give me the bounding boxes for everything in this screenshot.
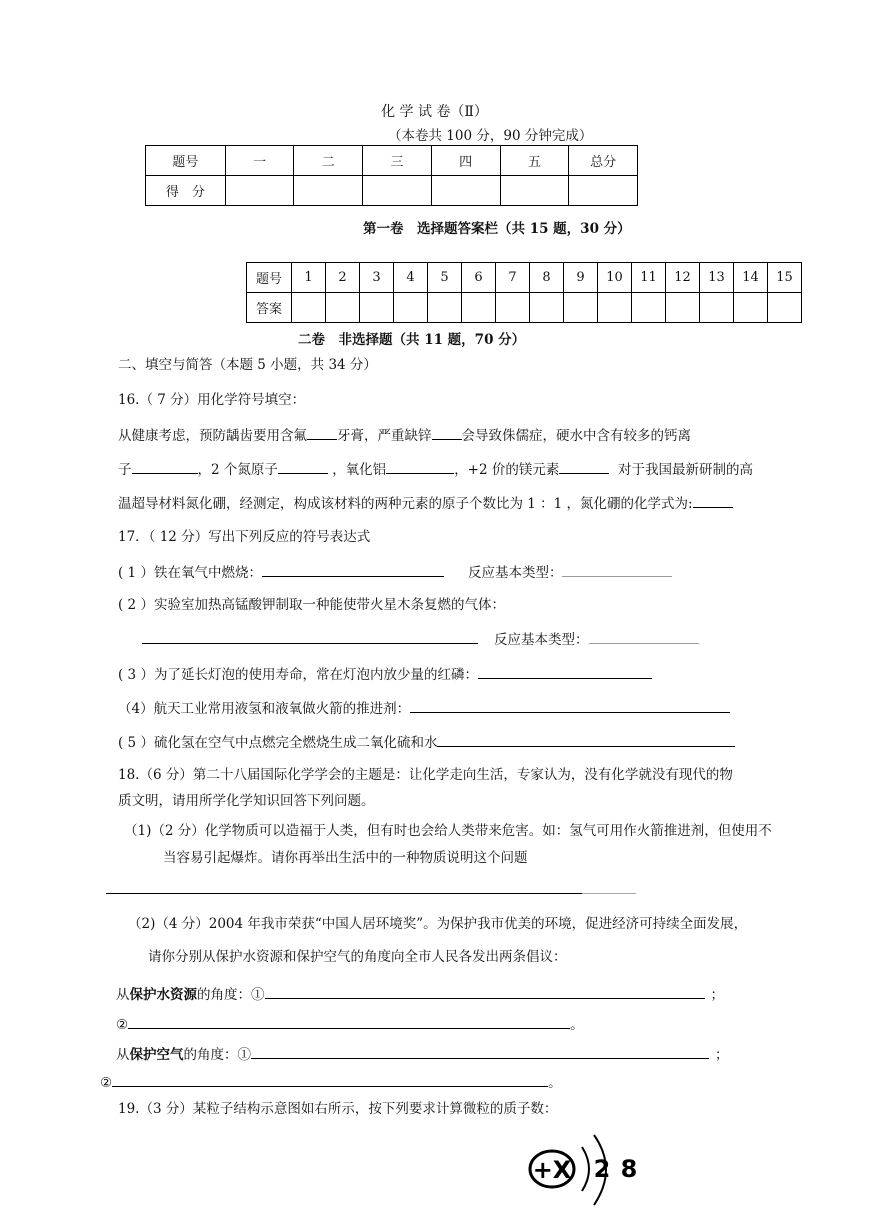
q17-item-text: ( 5 ）硫化氢在空气中点燃完全燃烧生成二氧化硫和水 [118,735,438,751]
page-title: 化 学 试 卷（Ⅱ） [381,104,488,120]
fill-blank[interactable] [307,425,337,440]
score-header-cell: 四 [431,146,500,176]
answer-input-cell[interactable] [768,293,802,323]
answer-input-cell[interactable] [700,293,734,323]
fill-blank[interactable] [386,459,454,474]
equation-blank[interactable] [262,562,444,577]
reaction-type-blank[interactable] [562,562,672,577]
q19-stem: 19.（3 分）某粒子结构示意图如右所示，按下列要求计算微粒的质子数： [118,1101,558,1117]
q17-item-text: ( 3 ）为了延长灯泡的使用寿命，常在灯泡内放少量的红磷： [118,667,478,683]
q18-text: 。 [548,1075,562,1091]
water-proposal-2 [116,1014,584,1034]
reaction-type-label: 反应基本类型： [467,565,563,581]
proposal-blank[interactable] [128,1014,570,1029]
q18-stem-line2: 质文明，请用所学化学知识回答下列问题。 [118,793,375,809]
score-input-cell[interactable] [294,176,363,206]
q16-line1 [118,425,691,445]
q16-line2 [118,459,753,479]
answer-number: 12 [666,263,700,293]
answer-input-cell[interactable] [530,293,564,323]
answer-number: 3 [360,263,394,293]
answer-input-cell[interactable] [394,293,428,323]
answer-header-label: 题号 [247,263,292,293]
section-heading: 二、填空与简答（本题 5 小题，共 34 分） [118,357,377,373]
nucleus-charge: +X [532,1156,572,1184]
answer-number: 8 [530,263,564,293]
particle-structure-diagram [512,1125,652,1215]
answer-input-cell[interactable] [462,293,496,323]
shell1-electrons: 2 [593,1155,611,1183]
proposal-blank[interactable] [265,984,705,999]
answer-input-cell[interactable] [564,293,598,323]
fill-blank[interactable] [278,459,328,474]
score-table [145,145,638,206]
answer-input-cell[interactable] [598,293,632,323]
score-header-cell: 五 [500,146,569,176]
score-header-cell: 题号 [146,146,226,176]
q18-text: 从 [116,987,130,1003]
q17-item2: ( 2 ）实验室加热高锰酸钾制取一种能使带火星木条复燃的气体： [118,597,505,613]
fill-blank[interactable] [693,493,733,508]
answer-input-cell[interactable] [632,293,666,323]
q18-text: ； [715,1047,729,1063]
q16-text: ，氧化铝 [332,462,387,478]
fill-blank[interactable] [132,459,198,474]
shell2-electrons: 8 [620,1155,638,1183]
air-proposal-2 [100,1072,562,1092]
equation-blank[interactable] [437,732,735,747]
page-subtitle: （本卷共 100 分，90 分钟完成） [388,128,593,144]
air-proposal-1 [116,1044,729,1064]
fill-blank[interactable] [559,459,609,474]
answer-number: 15 [768,263,802,293]
electron-shell-arc [582,1147,589,1191]
reaction-type-label: 反应基本类型： [494,632,589,648]
score-header-cell: 一 [225,146,294,176]
q16-text: ，2 个氮原子 [197,462,278,478]
score-row-label: 得 分 [146,176,226,206]
answer-number: 9 [564,263,598,293]
q17-item2-answer [142,629,699,649]
answer-number: 11 [632,263,666,293]
q18-text: 。 [570,1017,584,1033]
answer-number: 4 [394,263,428,293]
answer-input-cell[interactable] [292,293,326,323]
score-input-cell[interactable] [225,176,294,206]
answer-number: 5 [428,263,462,293]
score-input-cell[interactable] [569,176,638,206]
equation-blank[interactable] [142,629,478,644]
q18-text: ② [100,1075,113,1091]
part1-heading: 第一卷 选择题答案栏（共 15 题，30 分） [363,221,631,237]
q16-text: 对于我国最新研制的高 [617,462,753,478]
equation-blank[interactable] [478,664,652,679]
q18-text: ； [710,987,724,1003]
air-protection-label: 保护空气 [129,1047,184,1063]
q16-text: 从健康考虑，预防龋齿要用含氟 [118,428,307,444]
q17-item1 [118,562,672,582]
answer-number: 13 [700,263,734,293]
answer-number: 6 [462,263,496,293]
reaction-type-blank[interactable] [589,629,699,644]
score-header-cell: 三 [363,146,432,176]
answer-number: 14 [734,263,768,293]
q16-text: ，+2 价的镁元素 [454,462,560,478]
q16-text: 牙膏，严重缺锌 [337,428,432,444]
q16-text: 子 [118,462,132,478]
score-header-cell: 二 [294,146,363,176]
q18-text: 的角度：① [197,987,265,1003]
answer-line[interactable] [106,893,582,894]
score-header-cell: 总分 [569,146,638,176]
q18-part2-line2: 请你分别从保护水资源和保护空气的角度向全市人民各发出两条倡议： [148,949,567,965]
q18-stem-line1: 18.（6 分）第二十八届国际化学学会的主题是：让化学走向生活，专家认为，没有化学就没有现代的物 [118,767,733,783]
fill-blank[interactable] [432,425,462,440]
answer-number: 10 [598,263,632,293]
part2-heading: 二卷 非选择题（共 11 题，70 分） [298,332,526,348]
q18-part2-line1: （2)（4 分）2004 年我市荣获“中国人居环境奖”。为保护我市优美的环境，促进经济可持续全面发展， [128,916,748,932]
score-input-cell[interactable] [363,176,432,206]
q18-text: 从 [116,1047,130,1063]
answer-row-label: 答案 [247,293,292,323]
q16-text: 温超导材料氮化硼，经测定，构成该材料的两种元素的原子个数比为 1 ：1 ，氮化硼的化学式为: [118,496,693,512]
answer-input-cell[interactable] [326,293,360,323]
q18-text: ② [116,1017,129,1033]
answer-input-cell[interactable] [666,293,700,323]
answer-number: 1 [292,263,326,293]
q18-part1-line2: 当容易引起爆炸。请你再举出生活中的一种物质说明这个问题 [163,850,528,866]
answer-input-cell[interactable] [496,293,530,323]
q17-item5 [118,732,735,752]
score-input-cell[interactable] [431,176,500,206]
answer-number: 7 [496,263,530,293]
score-input-cell[interactable] [500,176,569,206]
proposal-blank[interactable] [251,1044,709,1059]
q18-text: 的角度：① [183,1047,251,1063]
q16-line3 [118,493,733,513]
proposal-blank[interactable] [112,1072,548,1087]
answer-table [246,262,802,323]
q16-text: 会导致侏儒症，硬水中含有较多的钙离 [461,428,691,444]
equation-blank[interactable] [410,698,730,713]
q17-stem: 17．（ 12 分）写出下列反应的符号表达式 [118,529,371,545]
q17-item-text: （4）航天工业常用液氢和液氧做火箭的推进剂： [118,701,411,717]
answer-number: 2 [326,263,360,293]
q17-item4 [118,698,730,718]
q16-stem: 16.（ 7 分）用化学符号填空： [118,392,306,408]
answer-input-cell[interactable] [428,293,462,323]
q17-item-text: ( 1 ）铁在氧气中燃烧： [118,565,262,581]
water-proposal-1 [116,984,724,1004]
answer-line-extension [582,893,636,894]
q17-item3 [118,664,652,684]
q18-part1-line1: （1)（2 分）化学物质可以造福于人类，但有时也会给人类带来危害。如：氢气可用作火箭推进剂，但使用不 [124,823,772,839]
answer-input-cell[interactable] [734,293,768,323]
water-resources-label: 保护水资源 [129,987,197,1003]
answer-input-cell[interactable] [360,293,394,323]
